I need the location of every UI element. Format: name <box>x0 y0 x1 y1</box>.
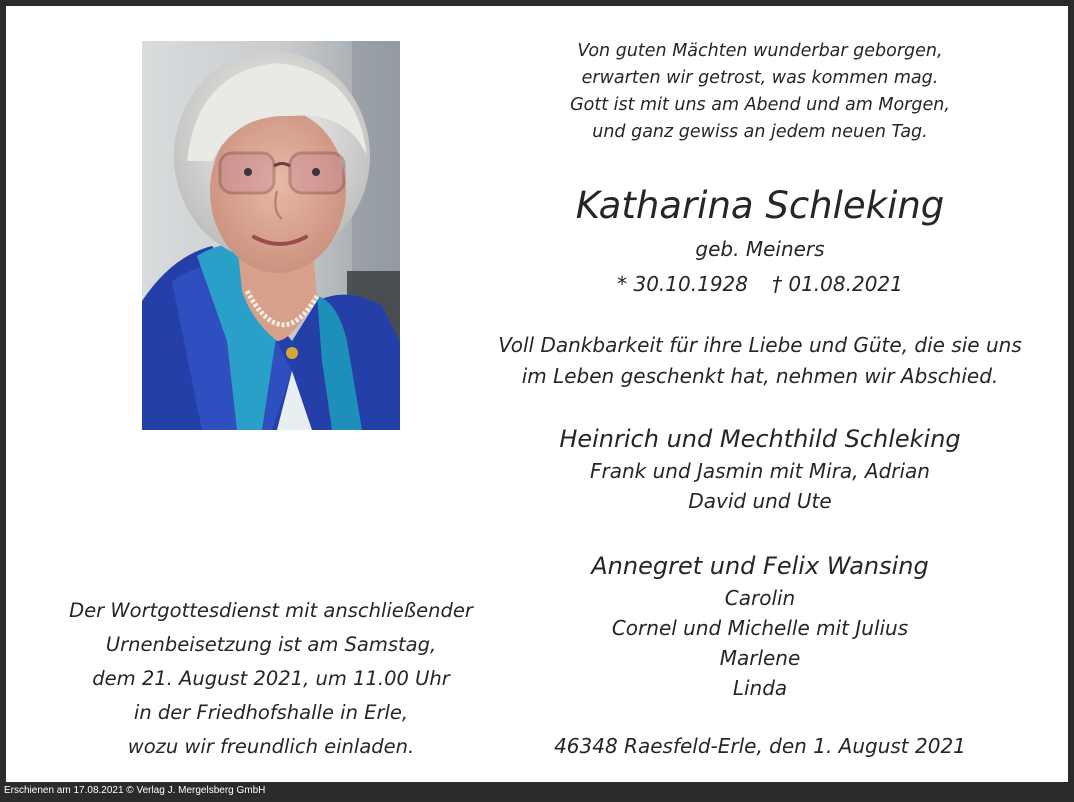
life-dates <box>480 270 1040 298</box>
birth-date: * 30.10.1928 <box>617 272 748 296</box>
family-head: Heinrich und Mechthild Schleking <box>559 425 961 453</box>
service-line: in der Friedhofshalle in Erle, <box>133 701 409 724</box>
death-date: † 01.08.2021 <box>772 272 903 296</box>
thanks-line: Voll Dankbarkeit für ihre Liebe und Güte, die sie uns <box>498 333 1022 357</box>
family-group <box>480 422 1040 516</box>
service-line: dem 21. August 2021, um 11.00 Uhr <box>92 667 450 690</box>
place-and-date: 46348 Raesfeld-Erle, den 1. August 2021 <box>554 734 966 758</box>
service-line: wozu wir freundlich einladen. <box>127 735 415 758</box>
family-member: David und Ute <box>688 489 832 513</box>
portrait-image <box>142 41 400 430</box>
poem-line: Von guten Mächten wunderbar geborgen, <box>577 41 943 61</box>
thanks-line: im Leben geschenkt hat, nehmen wir Abschied. <box>521 364 999 388</box>
service-line: Urnenbeisetzung ist am Samstag, <box>105 633 437 656</box>
birth-name: geb. Meiners <box>695 237 825 261</box>
poem <box>480 38 1040 146</box>
poem-line: erwarten wir getrost, was kommen mag. <box>581 68 939 88</box>
obituary-notice <box>6 6 1068 782</box>
family-member: Cornel und Michelle mit Julius <box>611 616 909 640</box>
portrait-photo <box>142 41 400 430</box>
family-member: Linda <box>732 676 788 700</box>
poem-line: Gott ist mit uns am Abend und am Morgen, <box>570 95 950 115</box>
family-member: Marlene <box>719 646 801 670</box>
deceased-name: Katharina Schleking <box>575 184 945 227</box>
service-info <box>36 594 506 764</box>
family-member: Carolin <box>724 586 796 610</box>
family-member: Frank und Jasmin mit Mira, Adrian <box>590 459 930 483</box>
family-head: Annegret und Felix Wansing <box>591 552 929 580</box>
thanks-text <box>480 330 1040 392</box>
service-line: Der Wortgottesdienst mit anschließender <box>69 599 473 622</box>
publication-footer: Erschienen am 17.08.2021 © Verlag J. Mergelsberg GmbH <box>4 785 266 796</box>
poem-line: und ganz gewiss an jedem neuen Tag. <box>592 122 928 142</box>
family-group <box>480 549 1040 703</box>
